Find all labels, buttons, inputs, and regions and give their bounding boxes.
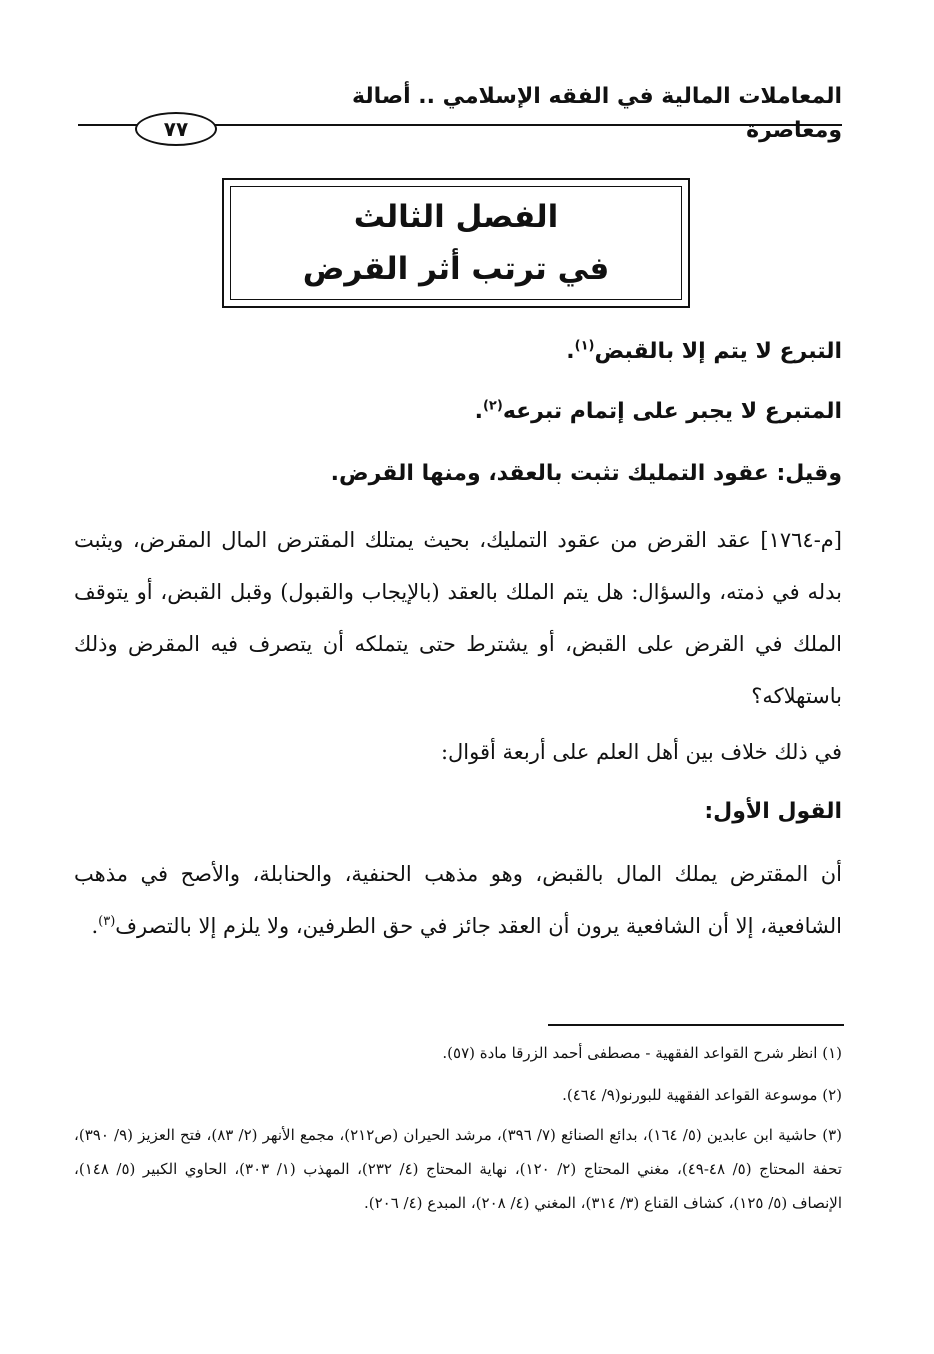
page-number-text: ٧٧: [163, 117, 189, 141]
footnote-1: (١) انظر شرح القواعد الفقهية - مصطفى أحمد الزرقا مادة (٥٧).: [442, 1044, 842, 1062]
footnote-ref-2[interactable]: (٢): [482, 398, 503, 414]
chapter-title-inner-frame: [230, 186, 682, 300]
paragraph-opinions-intro: في ذلك خلاف بين أهل العلم على أربعة أقوال:: [440, 740, 842, 764]
rule-line-2: المتبرع لا يجبر على إتمام تبرعه$^{(٢)}$.: [474, 398, 842, 424]
page-number: [135, 112, 217, 146]
chapter-title: الفصل الثالث: [353, 199, 559, 235]
rule-line-3: وقيل: عقود التمليك تثبت بالعقد، ومنها القرض.: [330, 461, 842, 486]
footnote-ref-1[interactable]: (١): [574, 338, 595, 354]
footnote-ref-3[interactable]: (٣): [98, 914, 116, 929]
footnote-2: (٢) موسوعة القواعد الفقهية للبورنو(٩/ ٤٦٤).: [562, 1086, 842, 1104]
chapter-title-box: [222, 178, 690, 308]
footnote-separator: [548, 1024, 844, 1026]
footnote-3: (٣) حاشية ابن عابدين (٥/ ١٦٤)، بدائع الصنائع (٧/ ٣٩٦)، مرشد الحيران (ص٢١٢)، مجمع الأنهر (٢/ ٨٣)، فتح العزيز (٩/ ٣٩٠)، تحفة المحتاج (٥/ ٤٨-٤٩)، مغني المحتاج (٢/ ١٢٠)، نهاية المحتاج (٤/ ٢٣٢)، المهذب (١/ ٣٠٣)، الحاوي الكبير (٥/ ١٤٨)، الإنصاف (٥/ ١٢٥)، كشاف القناع (٣/ ٣١٤)، المغني (٤/ ٢٠٨)، المبدع (٤/ ٢٠٦).: [74, 1126, 843, 1212]
paragraph-first-opinion: أن المقترض يملك المال بالقبض، وهو مذهب الحنفية، والحنابلة، والأصح في مذهب الشافعية، إلا أن الشافعية يرون أن العقد جائز في حق الطرفين، ولا يلزم إلا بالتصرف$^{(٣)}$.: [74, 862, 842, 938]
chapter-subtitle: في ترتب أثر القرض: [302, 251, 610, 287]
section-heading-first-opinion: القول الأول:: [704, 799, 842, 824]
paragraph-issue: [م-١٧٦٤] عقد القرض من عقود التمليك، بحيث يمتلك المقترض المال المقرض، ويثبت بدله في ذمته، والسؤال: هل يتم الملك بالعقد (بالإيجاب والقبول) وقبل القبض، أو يتوقف الملك في القرض على القبض، أو يشترط حتى يتملكه أن يتصرف فيه المقرض وذلك باستهلاكه؟: [74, 528, 842, 708]
rule-line-1: التبرع لا يتم إلا بالقبض$^{(١)}$.: [566, 338, 842, 364]
running-title: المعاملات المالية في الفقه الإسلامي .. أصالة ومعاصرة: [351, 84, 842, 143]
